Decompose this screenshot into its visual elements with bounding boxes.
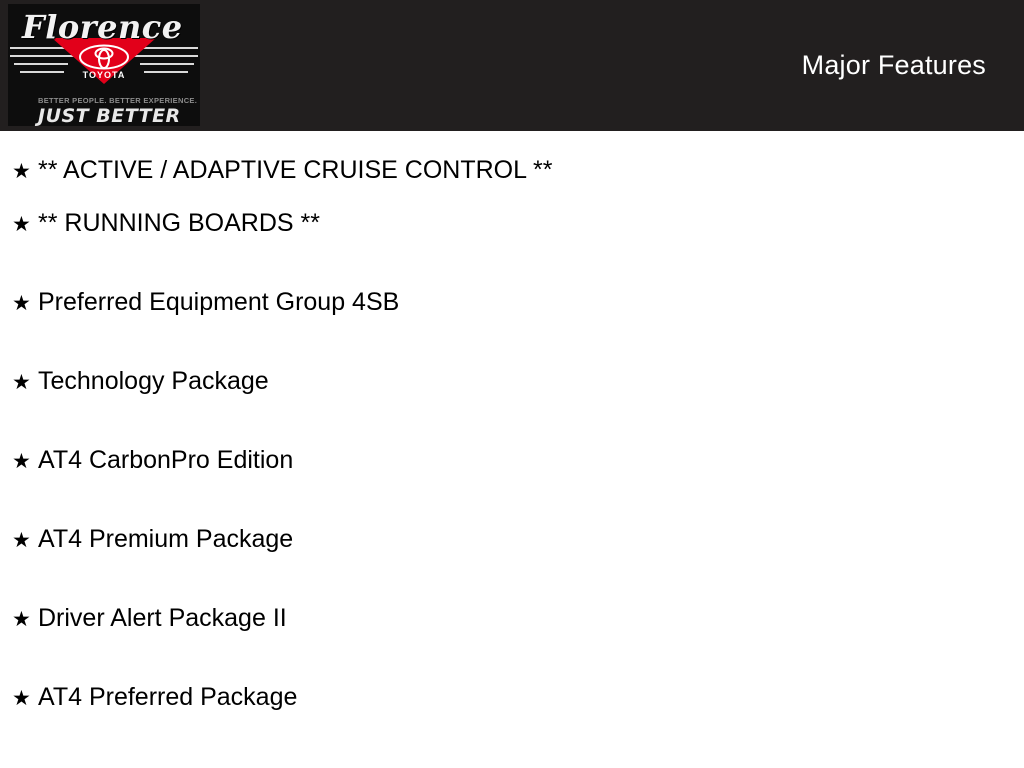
- star-icon: ★: [12, 529, 31, 552]
- list-item: [0, 289, 1024, 368]
- star-icon: ★: [12, 371, 31, 394]
- feature-label: AT4 CarbonPro Edition: [38, 446, 294, 474]
- page-title: Major Features: [801, 50, 986, 80]
- star-icon: ★: [12, 450, 31, 473]
- dealer-wordmark: Florence: [22, 8, 183, 46]
- list-item: [0, 684, 1024, 763]
- dealer-tagline: BETTER PEOPLE. BETTER EXPERIENCE.: [38, 96, 198, 105]
- feature-label: ** RUNNING BOARDS **: [38, 209, 320, 237]
- toyota-brand-text: TOYOTA: [82, 70, 126, 80]
- feature-label: AT4 Preferred Package: [38, 683, 298, 711]
- star-icon: ★: [12, 687, 31, 710]
- list-item: [0, 526, 1024, 605]
- list-item: [0, 605, 1024, 684]
- feature-label: Preferred Equipment Group 4SB: [38, 288, 400, 316]
- list-item: [0, 210, 1024, 289]
- feature-label: ** ACTIVE / ADAPTIVE CRUISE CONTROL **: [38, 156, 553, 184]
- list-item: [0, 131, 1024, 210]
- features-list: [0, 131, 1024, 763]
- feature-label: Technology Package: [38, 367, 269, 395]
- list-item: [0, 447, 1024, 526]
- star-icon: ★: [12, 160, 31, 183]
- dealer-logo[interactable]: [8, 4, 200, 126]
- feature-label: AT4 Premium Package: [38, 525, 294, 553]
- feature-label: Driver Alert Package II: [38, 604, 287, 632]
- star-icon: ★: [12, 292, 31, 315]
- dealer-slogan: JUST BETTER: [38, 105, 181, 126]
- star-icon: ★: [12, 213, 31, 236]
- toyota-emblem-icon: [78, 44, 130, 70]
- star-icon: ★: [12, 608, 31, 631]
- list-item: [0, 368, 1024, 447]
- page-header: [0, 0, 1024, 131]
